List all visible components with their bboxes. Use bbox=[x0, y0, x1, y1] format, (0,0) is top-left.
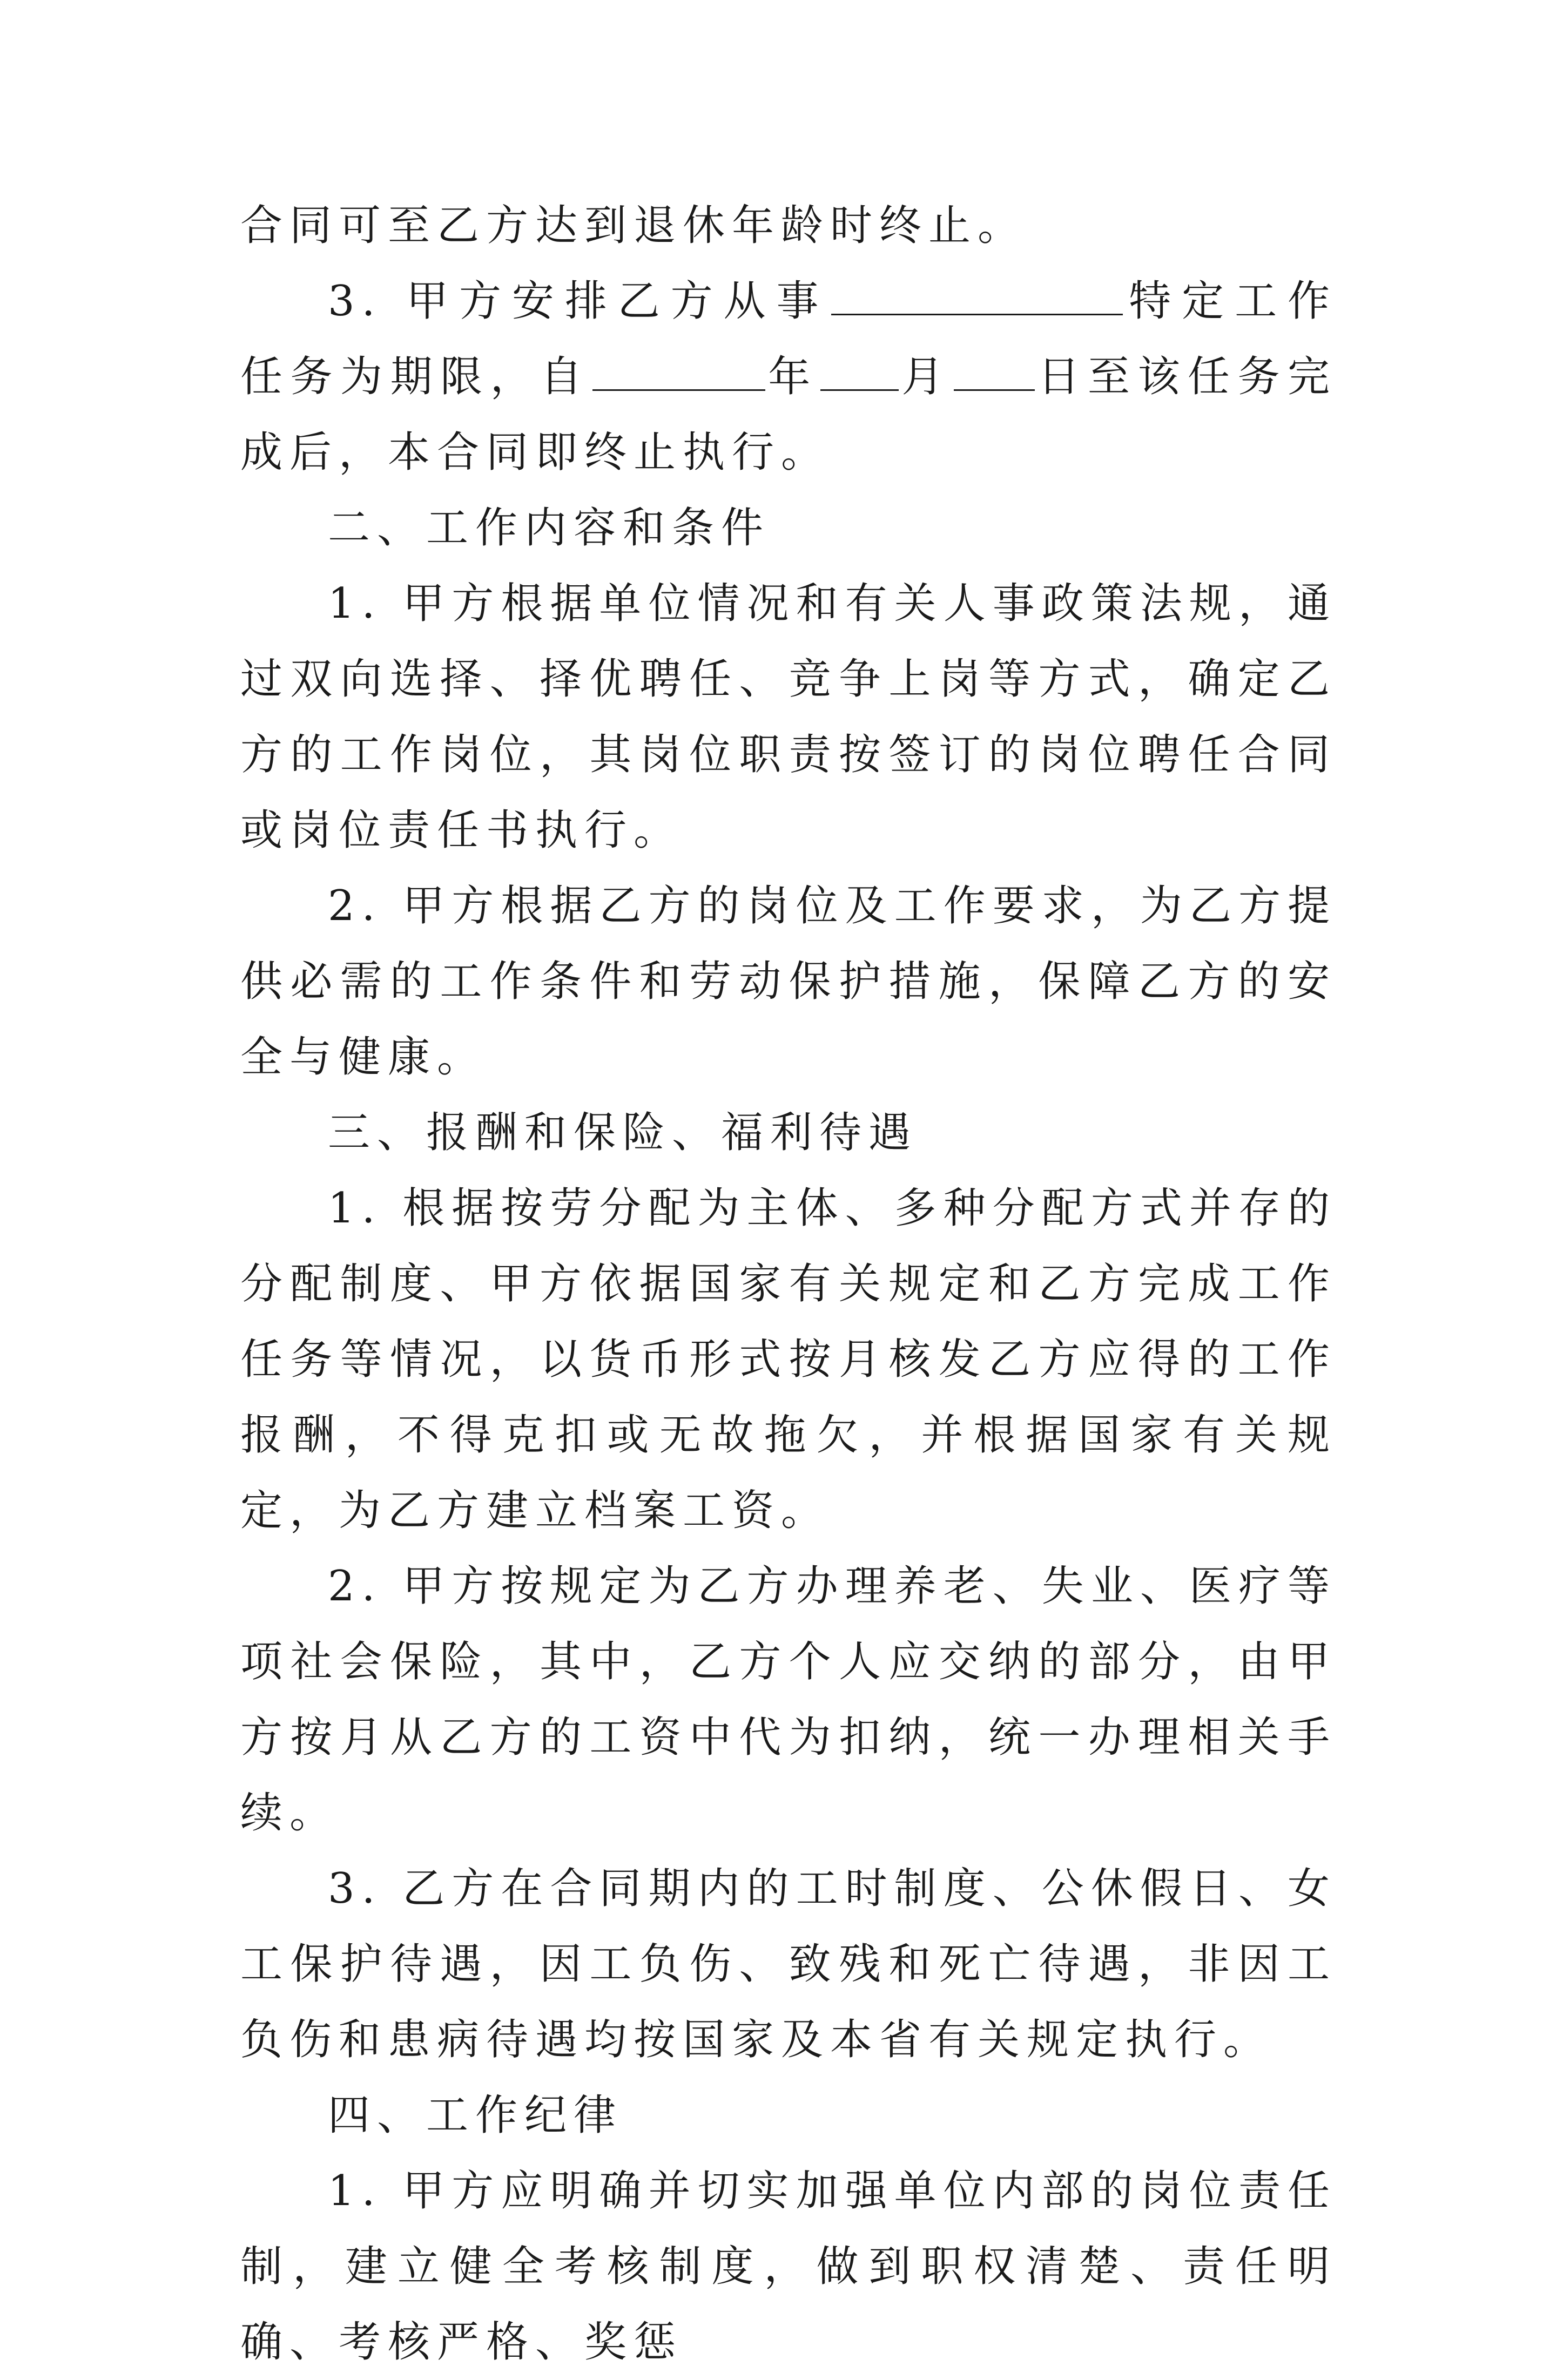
paragraph-text: 2. 甲方根据乙方的岗位及工作要求，为乙方提供必需的工作条件和劳动保护措施，保障乙方的安全与健康。 bbox=[240, 882, 1337, 1081]
paragraph-text: 合同可至乙方达到退休年龄时终止。 bbox=[240, 201, 1027, 250]
paragraph-text: 1. 根据按劳分配为主体、多种分配方式并存的分配制度、甲方依据国家有关规定和乙方完成工作任务等情况，以货币形式按月核发乙方应得的工作报酬，不得克扣或无故拖欠，并根据国家有关规定，为乙方建立档案工资。 bbox=[240, 1184, 1337, 1535]
paragraph-text: 1. 甲方应明确并切实加强单位内部的岗位责任制，建立健全考核制度，做到职权清楚、责任明确、考核严格、奖惩 bbox=[240, 2167, 1337, 2367]
paragraph-insurance bbox=[240, 1549, 1337, 1851]
blank-month-field[interactable] bbox=[820, 351, 899, 391]
paragraph-termination bbox=[240, 188, 1337, 263]
blank-day-field[interactable] bbox=[954, 351, 1035, 391]
heading-text: 二、工作内容和条件 bbox=[328, 504, 771, 552]
section-heading-discipline bbox=[240, 2078, 1337, 2153]
paragraph-text: 日至该任务完成后，本合同即终止执行。 bbox=[240, 353, 1337, 477]
paragraph-benefits bbox=[240, 1851, 1337, 2078]
month-label: 月 bbox=[900, 353, 952, 401]
paragraph-task-term bbox=[240, 263, 1337, 490]
paragraph-text: 2. 甲方按规定为乙方办理养老、失业、医疗等项社会保险，其中，乙方个人应交纳的部分，由甲方按月从乙方的工资中代为扣纳，统一办理相关手续。 bbox=[240, 1562, 1337, 1837]
year-label: 年 bbox=[767, 353, 818, 401]
heading-text: 三、报酬和保险、福利待遇 bbox=[328, 1108, 918, 1157]
contract-body bbox=[240, 188, 1337, 2380]
paragraph-text: 1. 甲方根据单位情况和有关人事政策法规，通过双向选择、择优聘任、竞争上岗等方式，确定乙方的工作岗位，其岗位职责按签订的岗位聘任合同或岗位责任书执行。 bbox=[240, 579, 1337, 855]
heading-text: 四、工作纪律 bbox=[328, 2091, 623, 2140]
blank-task-field[interactable] bbox=[831, 276, 1123, 315]
blank-year-field[interactable] bbox=[592, 351, 765, 391]
paragraph-responsibility bbox=[240, 2153, 1337, 2380]
paragraph-work-position bbox=[240, 566, 1337, 868]
paragraph-work-conditions bbox=[240, 868, 1337, 1095]
section-heading-compensation bbox=[240, 1095, 1337, 1171]
section-heading-work-content bbox=[240, 490, 1337, 566]
paragraph-text: 特定工作任务为期限，自 bbox=[240, 277, 1337, 401]
paragraph-salary bbox=[240, 1171, 1337, 1549]
paragraph-text: 3. 乙方在合同期内的工时制度、公休假日、女工保护待遇，因工负伤、致残和死亡待遇，非因工负伤和患病待遇均按国家及本省有关规定执行。 bbox=[240, 1864, 1337, 2064]
paragraph-text: 3. 甲方安排乙方从事 bbox=[328, 277, 830, 326]
